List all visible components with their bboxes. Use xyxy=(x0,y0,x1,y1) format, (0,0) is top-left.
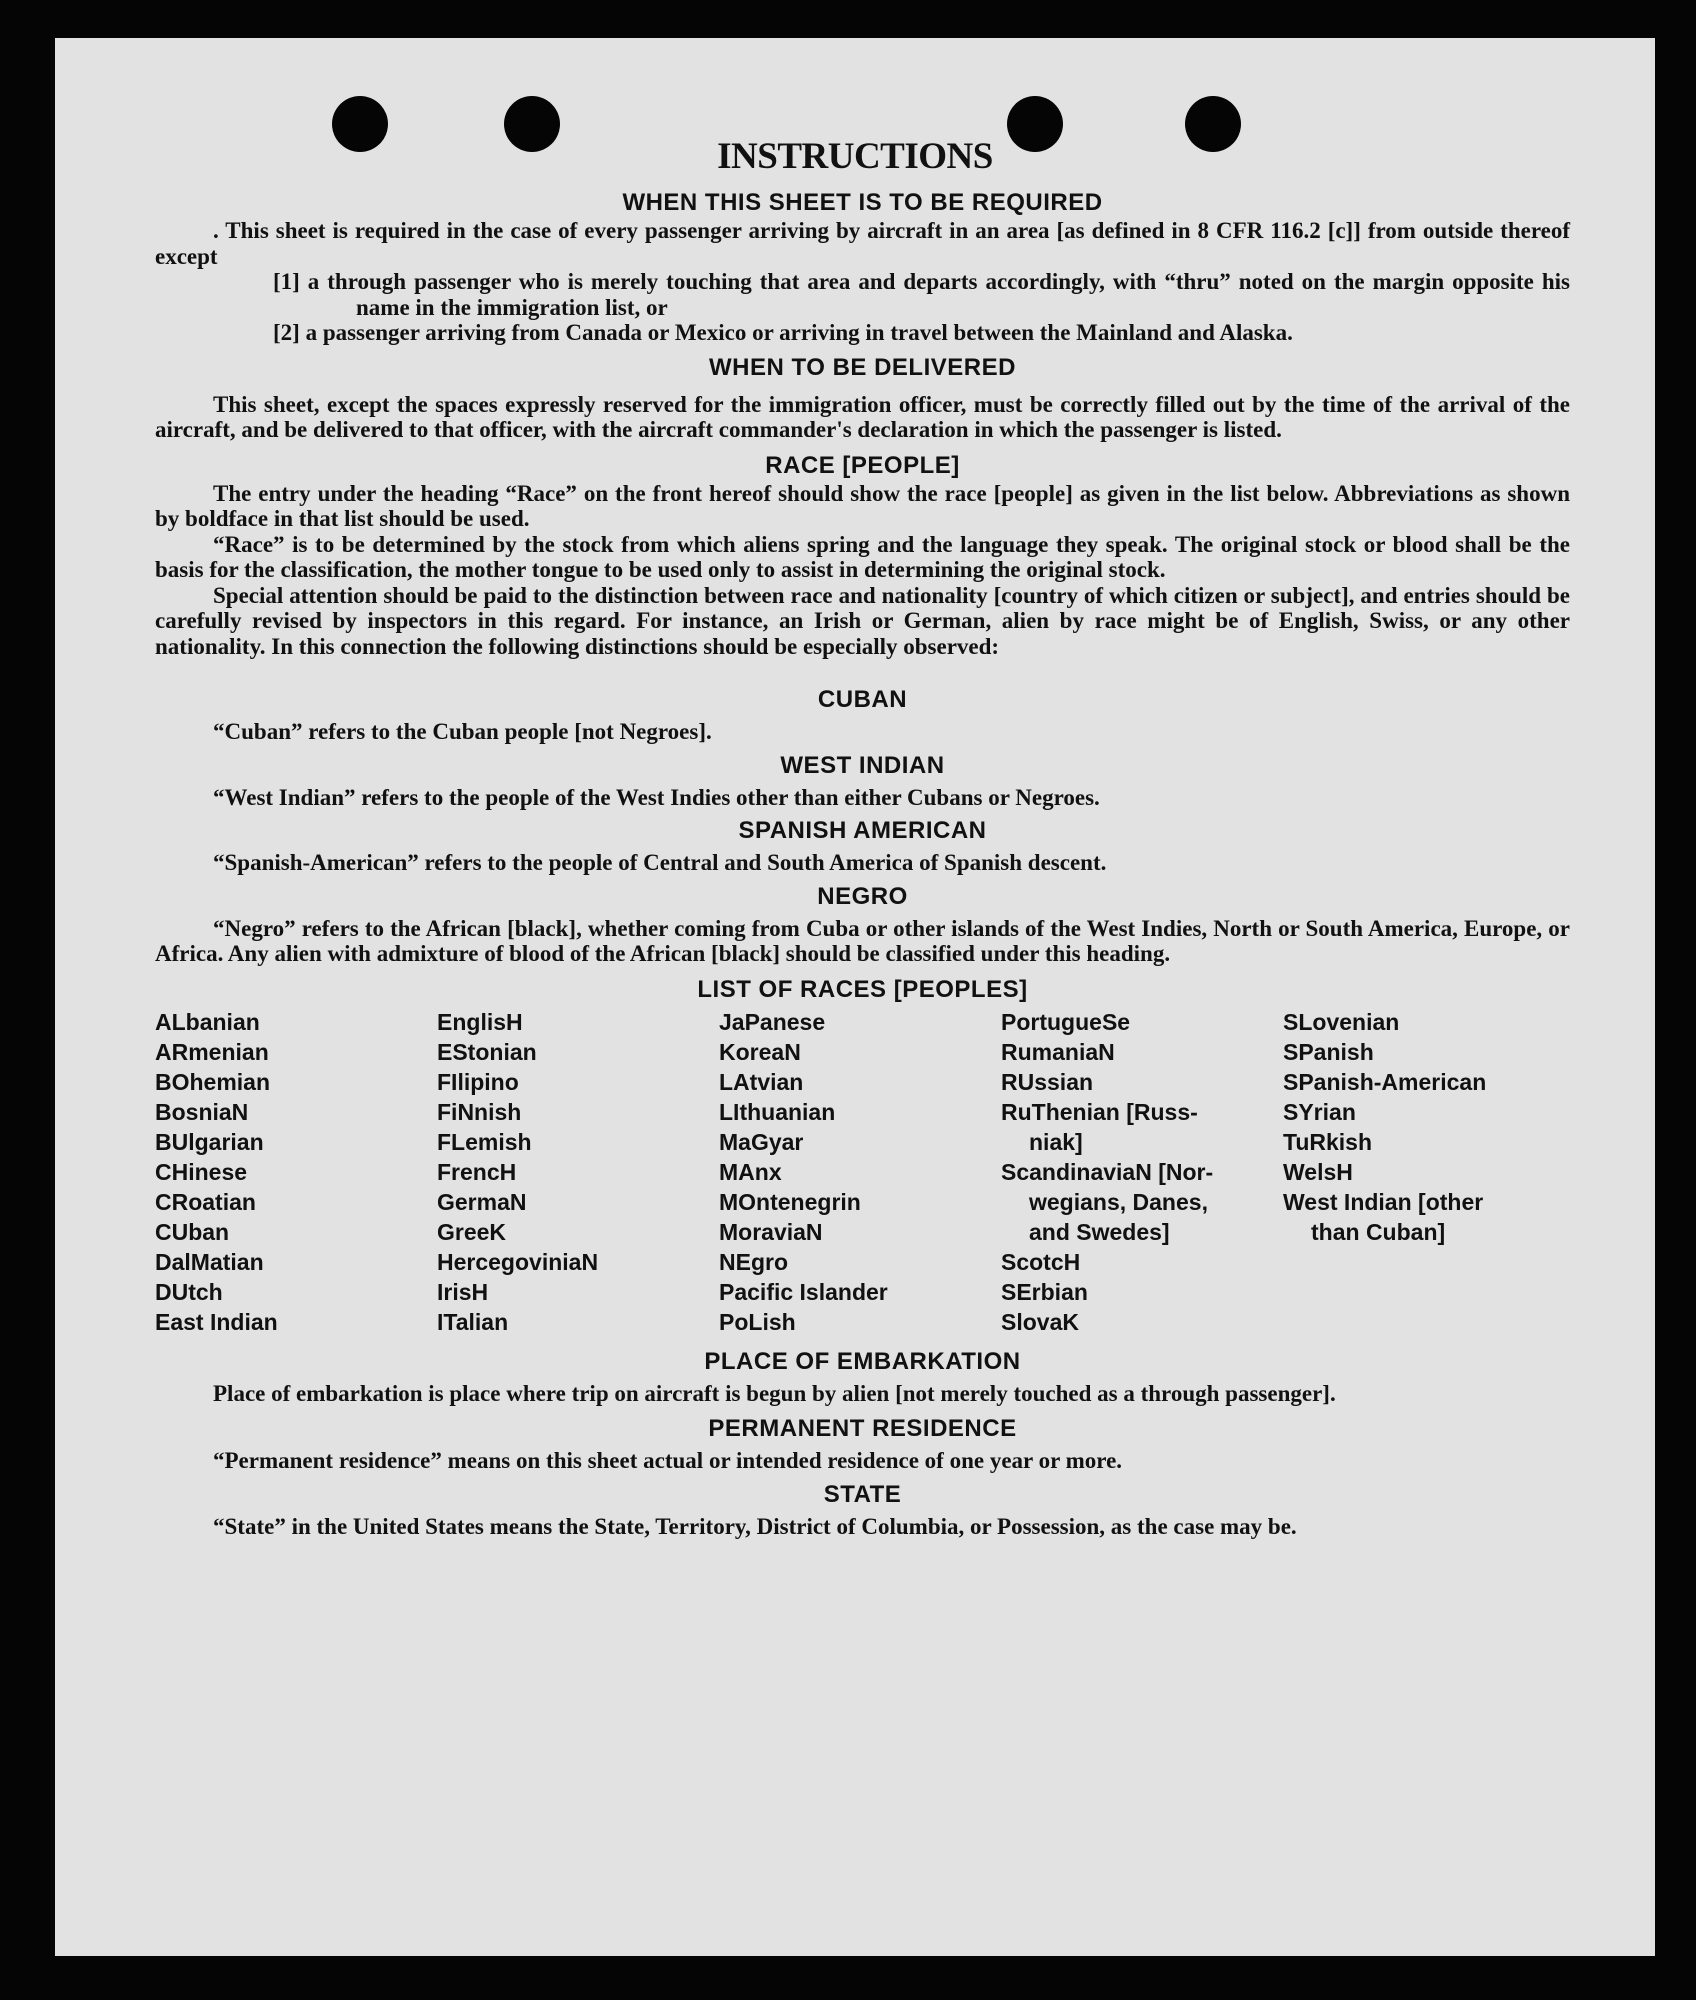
race-item: ScandinaviaN [Nor- xyxy=(1001,1158,1214,1185)
race-item: RUssian xyxy=(1001,1068,1094,1095)
race-item: SPanish xyxy=(1283,1038,1374,1065)
race-item: MoraviaN xyxy=(719,1218,823,1245)
race-item: DalMatian xyxy=(155,1248,264,1275)
race-item: CRoatian xyxy=(155,1188,256,1215)
paragraph: This sheet, except the spaces expressly reserved for the immigration officer, must be correctly filled out by the time of the arrival of the aircraft, and be delivered to that officer, with the aircraft commander's declaration in which the passenger is listed. xyxy=(155,391,1570,442)
race-item: ITalian xyxy=(437,1308,509,1335)
race-item: BOhemian xyxy=(155,1068,271,1095)
section-heading: WHEN THIS SHEET IS TO BE REQUIRED xyxy=(622,189,1103,216)
race-item: GermaN xyxy=(437,1188,527,1215)
paragraph: Place of embarkation is place where trip on aircraft is begun by alien [not merely touched as a through passenger]. xyxy=(213,1380,1336,1406)
race-item: CHinese xyxy=(155,1158,248,1185)
race-item: GreeK xyxy=(437,1218,507,1245)
race-item: BUlgarian xyxy=(155,1128,264,1155)
paragraph: Special attention should be paid to the distinction between race and nationality [country of which citizen or subject], and entries should be carefully revised by inspectors in this regard. For instance, an Irish or German, alien by race might be of English, Swiss, or any other nationality. In this connection the following distinctions should be especially observed: xyxy=(155,582,1570,659)
list-item: [2] a passenger arriving from Canada or Mexico or arriving in travel between the Mainland and Alaska. xyxy=(273,320,1293,345)
section-heading: PERMANENT RESIDENCE xyxy=(708,1415,1017,1442)
race-item: FIlipino xyxy=(437,1068,519,1095)
paragraph: “Cuban” refers to the Cuban people [not Negroes]. xyxy=(213,719,712,744)
race-item: DUtch xyxy=(155,1278,223,1305)
race-item-continuation: wegians, Danes, xyxy=(1029,1188,1208,1215)
race-item: ARmenian xyxy=(155,1038,269,1065)
races-column xyxy=(719,1007,1001,1337)
race-item: Pacific Islander xyxy=(719,1278,888,1305)
race-item: JaPanese xyxy=(719,1008,826,1035)
paragraph: “State” in the United States means the State, Territory, District of Columbia, or Possession, as the case may be. xyxy=(213,1513,1297,1539)
race-item: FLemish xyxy=(437,1128,532,1155)
race-item: SPanish-American xyxy=(1283,1068,1487,1095)
section-heading: RACE [PEOPLE] xyxy=(765,451,960,479)
section-heading: WHEN TO BE DELIVERED xyxy=(709,353,1016,381)
race-item: BosniaN xyxy=(155,1098,249,1125)
race-item: ScotcH xyxy=(1001,1248,1081,1275)
races-column xyxy=(1283,1007,1565,1337)
paragraph: “Spanish-American” refers to the people of Central and South America of Spanish descent. xyxy=(213,850,1107,875)
paragraph: “Permanent residence” means on this sheet actual or intended residence of one year or more. xyxy=(213,1448,1123,1473)
race-item: RuThenian [Russ- xyxy=(1001,1098,1198,1125)
paragraph: “West Indian” refers to the people of the West Indies other than either Cubans or Negroes. xyxy=(213,784,1100,810)
race-item: MOntenegrin xyxy=(719,1188,861,1215)
race-item: East Indian xyxy=(155,1308,278,1335)
race-item: West Indian [other xyxy=(1283,1188,1484,1215)
race-item: PoLish xyxy=(719,1308,796,1335)
race-item: SErbian xyxy=(1001,1278,1088,1305)
section-heading: SPANISH AMERICAN xyxy=(738,817,987,844)
race-item: WelsH xyxy=(1283,1158,1353,1185)
race-item: EnglisH xyxy=(437,1008,523,1035)
exception-list xyxy=(273,269,1570,346)
section-heading: LIST OF RACES [PEOPLES] xyxy=(697,975,1028,1003)
section-heading: STATE xyxy=(823,1480,902,1508)
race-item-continuation: than Cuban] xyxy=(1311,1218,1446,1245)
race-item: PortugueSe xyxy=(1001,1008,1131,1035)
race-item: KoreaN xyxy=(719,1038,801,1065)
document-page xyxy=(55,38,1655,1956)
paragraph: . This sheet is required in the case of every passenger arriving by aircraft in an area [as defined in 8 CFR 116.2 [c]] from outside thereof except xyxy=(155,218,1570,269)
race-item: RumaniaN xyxy=(1001,1038,1115,1065)
race-item: ALbanian xyxy=(155,1008,260,1035)
race-item: LIthuanian xyxy=(719,1098,836,1125)
race-item: FrencH xyxy=(437,1158,517,1185)
races-column xyxy=(1001,1007,1283,1337)
race-item-continuation: niak] xyxy=(1029,1128,1083,1155)
paragraph: “Race” is to be determined by the stock from which aliens spring and the language they speak. The original stock or blood shall be the basis for the classification, the mother tongue to be used only to assist in determining the original stock. xyxy=(155,531,1570,582)
race-item: SlovaK xyxy=(1001,1308,1079,1335)
section-heading: NEGRO xyxy=(817,882,908,910)
race-item-continuation: and Swedes] xyxy=(1029,1218,1170,1245)
section-heading: PLACE OF EMBARKATION xyxy=(704,1347,1021,1375)
race-item: SLovenian xyxy=(1283,1008,1400,1035)
race-item: NEgro xyxy=(719,1248,788,1275)
section-heading: WEST INDIAN xyxy=(780,751,945,779)
races-list xyxy=(155,1007,1570,1337)
race-item: LAtvian xyxy=(719,1068,804,1095)
race-item: CUban xyxy=(155,1218,230,1245)
race-item: MAnx xyxy=(719,1158,782,1185)
page-title: INSTRUCTIONS xyxy=(717,136,993,177)
race-item: EStonian xyxy=(437,1038,537,1065)
paragraph: “Negro” refers to the African [black], whether coming from Cuba or other islands of the West Indies, North or South America, Europe, or Africa. Any alien with admixture of blood of the African [black] should be classified under this heading. xyxy=(155,915,1570,966)
race-item: IrisH xyxy=(437,1278,489,1305)
race-item: SYrian xyxy=(1283,1098,1356,1125)
race-item: TuRkish xyxy=(1283,1128,1373,1155)
list-item: [1] a through passenger who is merely touching that area and departs accordingly, with “thru” noted on the margin opposite his name in the immigration list, or xyxy=(273,269,1570,320)
races-column xyxy=(155,1007,437,1337)
race-item: HercegoviniaN xyxy=(437,1248,599,1275)
race-item: FiNnish xyxy=(437,1098,522,1125)
race-item: MaGyar xyxy=(719,1128,804,1155)
races-column xyxy=(437,1007,719,1337)
instructions-body xyxy=(155,188,1570,1539)
paragraph: The entry under the heading “Race” on the front hereof should show the race [people] as given in the list below. Abbreviations as shown by boldface in that list should be used. xyxy=(155,480,1570,531)
section-heading: CUBAN xyxy=(817,686,908,713)
